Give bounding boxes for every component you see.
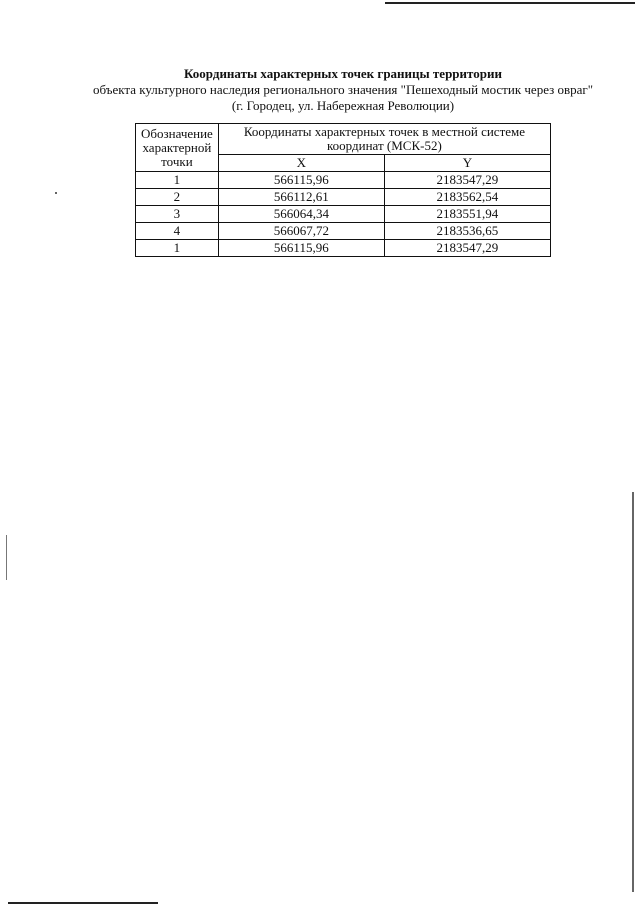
scan-edge-left (6, 535, 7, 580)
x-column-header: X (218, 155, 384, 172)
table-row (136, 172, 551, 189)
scan-border-bottom (8, 902, 158, 904)
table-row (136, 240, 551, 257)
point-cell: 4 (136, 223, 219, 240)
x-cell: 566115,96 (218, 172, 384, 189)
point-cell: 1 (136, 240, 219, 257)
document-header (60, 66, 626, 114)
table-row (136, 206, 551, 223)
table-row (136, 223, 551, 240)
coordinates-header-line: Координаты характерных точек в местной системе (243, 124, 526, 139)
point-cell: 1 (136, 172, 219, 189)
y-cell: 2183547,29 (384, 172, 550, 189)
y-column-header: Y (384, 155, 550, 172)
table-row (136, 189, 551, 206)
point-cell: 3 (136, 206, 219, 223)
y-cell: 2183547,29 (384, 240, 550, 257)
coordinates-table (135, 123, 551, 257)
y-cell: 2183536,65 (384, 223, 550, 240)
x-cell: 566067,72 (218, 223, 384, 240)
point-cell: 2 (136, 189, 219, 206)
coordinates-header-line: координат (МСК-52) (327, 138, 442, 153)
y-cell: 2183562,54 (384, 189, 550, 206)
x-cell: 566115,96 (218, 240, 384, 257)
designation-header (136, 124, 219, 172)
document-location: (г. Городец, ул. Набережная Революции) (231, 98, 455, 113)
scan-edge-right (632, 492, 634, 892)
table-header-row (136, 124, 551, 155)
x-cell: 566112,61 (218, 189, 384, 206)
designation-header-line: точки (161, 153, 193, 169)
designation-header-line: характерной (142, 139, 212, 155)
designation-header-line: Обозначение (140, 125, 213, 141)
scan-speck (55, 192, 57, 194)
coordinates-header (218, 124, 550, 155)
document-subtitle: объекта культурного наследия регионального значения "Пешеходный мостик через овраг" (92, 82, 594, 97)
document-title: Координаты характерных точек границы территории (184, 66, 502, 81)
x-cell: 566064,34 (218, 206, 384, 223)
y-cell: 2183551,94 (384, 206, 550, 223)
scan-border-top (385, 2, 635, 4)
